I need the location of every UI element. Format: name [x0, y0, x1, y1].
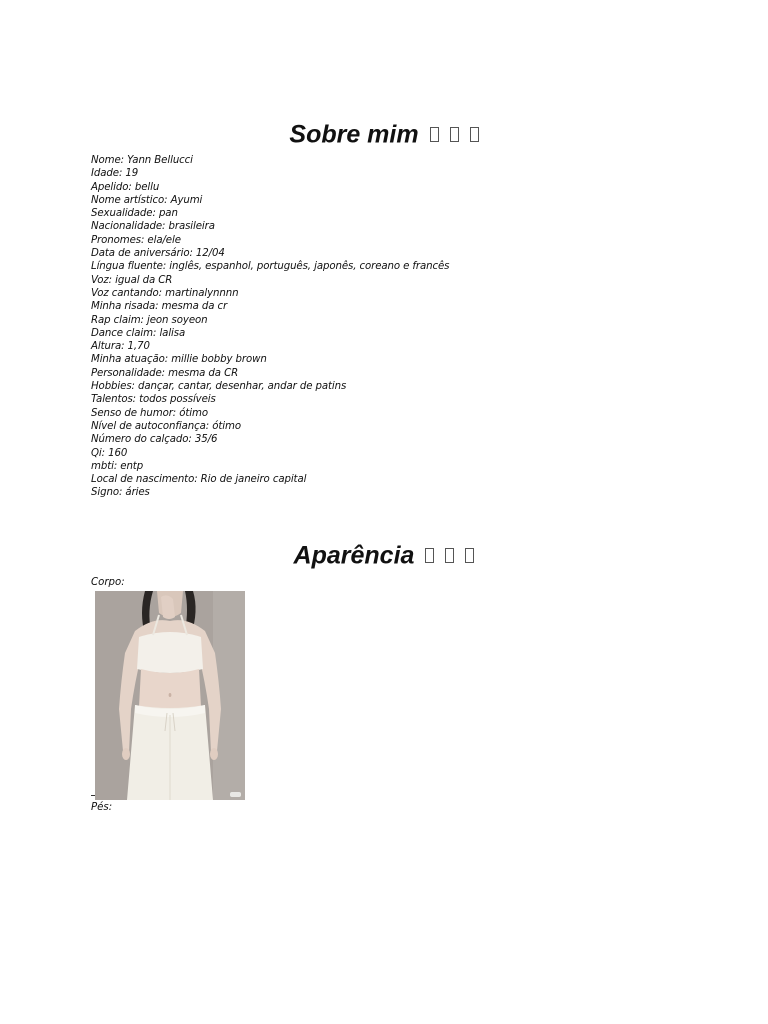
about-item-dance-claim: Dance claim: lalisa	[91, 327, 186, 339]
about-item-name: Nome: Yann Bellucci	[91, 155, 193, 166]
about-item-pronouns: Pronomes: ela/ele	[91, 234, 181, 246]
about-item-birthplace: Local de nascimento: Rio de janeiro capital	[91, 474, 307, 486]
about-item-hobbies: Hobbies: dançar, cantar, desenhar, andar de patins	[91, 381, 347, 393]
about-item-rap-claim: Rap claim: jeon soyeon	[91, 314, 208, 326]
about-item-sign: Signo: áries	[91, 487, 150, 499]
appearance-title: Aparência	[293, 541, 415, 570]
about-item-singing-voice: Voz cantando: martinalynnnn	[91, 287, 239, 299]
about-item-shoe-size: Número do calçado: 35/6	[91, 434, 218, 446]
missing-glyph-icon	[470, 127, 479, 142]
about-item-height: Altura: 1,70	[91, 341, 150, 353]
about-item-mbti: mbti: entp	[91, 460, 144, 472]
about-item-languages: Língua fluente: inglês, espanhol, português, japonês, coreano e francês	[91, 261, 450, 273]
watermark-badge	[230, 792, 241, 797]
appearance-heading	[0, 539, 768, 570]
about-item-humor: Senso de humor: ótimo	[91, 407, 208, 419]
missing-glyph-icon	[450, 127, 459, 142]
about-item-talents: Talentos: todos possíveis	[91, 394, 216, 406]
about-item-nickname: Apelido: bellu	[91, 181, 160, 193]
about-item-age: Idade: 19	[91, 168, 139, 180]
missing-glyph-icon	[425, 548, 434, 563]
missing-glyph-icon	[445, 548, 454, 563]
feet-label: Pés:	[91, 802, 113, 813]
about-item-stage-name: Nome artístico: Ayumi	[91, 194, 203, 206]
about-item-laugh: Minha risada: mesma da cr	[91, 301, 228, 313]
about-item-sexuality: Sexualidade: pan	[91, 208, 178, 220]
about-item-voice: Voz: igual da CR	[91, 274, 173, 286]
about-item-personality: Personalidade: mesma da CR	[91, 367, 239, 379]
body-photo	[95, 591, 245, 800]
about-item-iq: Qi: 160	[91, 447, 128, 459]
about-item-nationality: Nacionalidade: brasileira	[91, 221, 215, 233]
missing-glyph-icon	[430, 127, 439, 142]
body-label: Corpo:	[91, 577, 125, 588]
body-photo-illustration	[95, 591, 245, 800]
about-item-confidence: Nível de autoconfiança: ótimo	[91, 420, 241, 432]
about-list	[91, 154, 449, 500]
divider-mark	[91, 795, 95, 796]
about-item-acting: Minha atuação: millie bobby brown	[91, 354, 267, 366]
about-heading	[0, 118, 768, 149]
about-title: Sobre mim	[289, 120, 419, 149]
about-item-birthday: Data de aniversário: 12/04	[91, 248, 225, 260]
missing-glyph-icon	[465, 548, 474, 563]
